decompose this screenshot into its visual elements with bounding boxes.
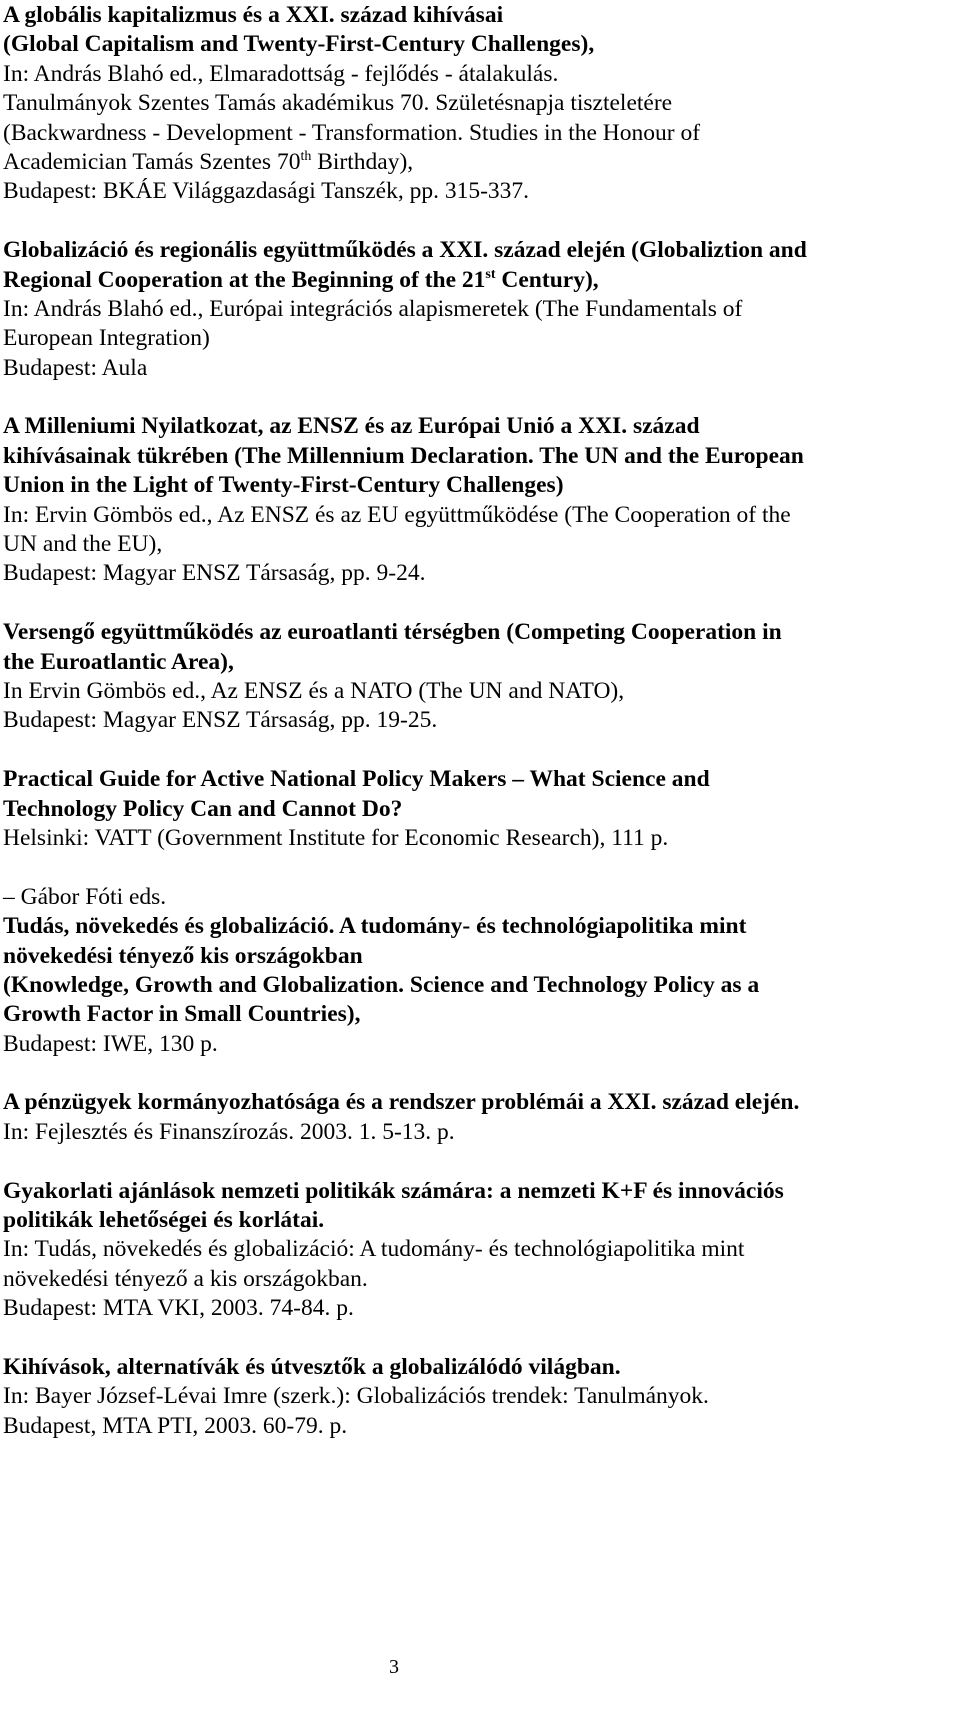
entry-detail-text: In Ervin Gömbös ed., Az ENSZ és a NATO (The UN and NATO), [3,677,625,704]
entry-line [3,177,960,206]
entry-detail-text: In: Tudás, növekedés és globalizáció: A tudomány- és technológiapolitika mint [3,1236,745,1263]
bibliography-entry [3,1088,960,1147]
bibliography-entry [3,412,960,588]
entry-separator [3,736,960,765]
entry-line [3,471,960,500]
entry-title-text: Practical Guide for Active National Policy Makers – What Science and [3,766,710,793]
entry-line [3,824,960,853]
entry-title-text: Growth Factor in Small Countries), [3,1001,361,1028]
bibliography-entry [3,1353,960,1441]
entry-title-text: (Global Capitalism and Twenty-First-Century Challenges), [3,31,595,58]
entry-line [3,795,960,824]
entry-title-text: Union in the Light of Twenty-First-Century Challenges) [3,472,564,499]
entry-line [3,1206,960,1235]
entry-title-text: Tudás, növekedés és globalizáció. A tudomány- és technológiapolitika mint [3,913,747,940]
entry-detail-text: In: Bayer József-Lévai Imre (szerk.): Globalizációs trendek: Tanulmányok. [3,1383,709,1410]
page-number: 3 [389,1656,399,1678]
entry-line [3,148,960,177]
entry-detail-text: Budapest: MTA VKI, 2003. 74-84. p. [3,1295,354,1322]
entry-line [3,912,960,941]
entry-line [3,266,960,295]
entry-title-text: Versengő együttműködés az euroatlanti térségben (Competing Cooperation in [3,619,782,646]
entry-line [3,1000,960,1029]
entry-line [3,765,960,794]
entry-line [3,30,960,59]
entry-title-text: A pénzügyek kormányozhatósága és a rendszer problémái a XXI. század elején. [3,1089,800,1116]
entry-title-text: A globális kapitalizmus és a XXI. század kihívásai [3,2,504,28]
entry-detail-text: Tanulmányok Szentes Tamás akadémikus 70. Születésnapja tiszteletére [3,90,673,117]
entry-line [3,1118,960,1147]
entry-line [3,324,960,353]
bibliography-entry [3,618,960,736]
entry-line [3,1412,960,1441]
entry-line [3,236,960,265]
entry-separator [3,207,960,236]
entry-detail-text: European Integration) [3,325,210,352]
entry-detail-text: Budapest: Aula [3,354,148,381]
entry-title-text: (Knowledge, Growth and Globalization. Science and Technology Policy as a [3,971,760,998]
bibliography-entry [3,1177,960,1324]
entry-line [3,618,960,647]
entry-line [3,942,960,971]
entry-detail-text: Budapest: IWE, 130 p. [3,1030,218,1057]
bibliography-entry [3,883,960,1059]
entry-separator [3,853,960,882]
entry-separator [3,1059,960,1088]
entry-line [3,501,960,530]
entry-line [3,1177,960,1206]
entry-title-text: st [485,266,496,282]
entry-detail-text: – Gábor Fóti eds. [3,883,167,910]
entry-detail-text: th [300,148,312,164]
entry-detail-text: Budapest: Magyar ENSZ Társaság, pp. 9-24. [3,560,426,587]
entry-detail-text: Birthday), [311,148,414,175]
entry-detail-text: UN and the EU), [3,531,163,558]
entry-line [3,442,960,471]
entry-title-text: A Milleniumi Nyilatkozat, az ENSZ és az Európai Unió a XXI. század [3,413,700,440]
entry-line [3,1088,960,1117]
entry-detail-text: In: András Blahó ed., Elmaradottság - fejlődés - átalakulás. [3,60,559,87]
entry-separator [3,589,960,618]
entry-detail-text: In: András Blahó ed., Európai integrációs alapismeretek (The Fundamentals of [3,295,743,322]
entry-separator [3,1147,960,1176]
entry-title-text: Century), [495,266,599,293]
entry-separator [3,383,960,412]
entry-line [3,119,960,148]
entry-line [3,883,960,912]
bibliography-entry [3,236,960,383]
entry-detail-text: növekedési tényező a kis országokban. [3,1265,368,1292]
bibliography-list [3,1,960,1441]
entry-line [3,559,960,588]
entry-line [3,677,960,706]
entry-line [3,971,960,1000]
entry-line [3,706,960,735]
entry-line [3,354,960,383]
entry-line [3,1382,960,1411]
entry-line [3,1294,960,1323]
entry-line [3,412,960,441]
entry-title-text: Regional Cooperation at the Beginning of the 21 [3,266,486,293]
entry-line [3,60,960,89]
entry-title-text: Technology Policy Can and Cannot Do? [3,795,403,822]
entry-detail-text: In: Fejlesztés és Finanszírozás. 2003. 1. 5-13. p. [3,1118,455,1145]
entry-detail-text: Budapest: Magyar ENSZ Társaság, pp. 19-25. [3,707,438,734]
entry-title-text: Kihívások, alternatívák és útvesztők a globalizálódó világban. [3,1353,621,1380]
entry-title-text: Globalizáció és regionális együttműködés a XXI. század elején (Globaliztion and [3,237,807,264]
entry-detail-text: In: Ervin Gömbös ed., Az ENSZ és az EU együttműködése (The Cooperation of the [3,501,791,528]
entry-line [3,295,960,324]
entry-detail-text: Budapest: BKÁE Világgazdasági Tanszék, pp. 315-337. [3,178,530,205]
entry-detail-text: Budapest, MTA PTI, 2003. 60-79. p. [3,1412,348,1439]
entry-separator [3,1324,960,1353]
entry-line [3,1030,960,1059]
entry-line [3,89,960,118]
entry-title-text: növekedési tényező kis országokban [3,942,363,969]
entry-line [3,1265,960,1294]
entry-line [3,1235,960,1264]
entry-detail-text: (Backwardness - Development - Transformation. Studies in the Honour of [3,119,701,146]
entry-line [3,530,960,559]
entry-line [3,648,960,677]
entry-title-text: kihívásainak tükrében (The Millennium Declaration. The UN and the European [3,442,804,469]
entry-title-text: politikák lehetőségei és korlátai. [3,1207,325,1234]
entry-title-text: Gyakorlati ajánlások nemzeti politikák számára: a nemzeti K+F és innovációs [3,1177,784,1204]
entry-line [3,1,960,30]
entry-detail-text: Academician Tamás Szentes 70 [3,148,301,175]
bibliography-entry [3,1,960,207]
bibliography-entry [3,765,960,853]
entry-line [3,1353,960,1382]
entry-title-text: the Euroatlantic Area), [3,648,234,675]
entry-detail-text: Helsinki: VATT (Government Institute for Economic Research), 111 p. [3,824,669,851]
